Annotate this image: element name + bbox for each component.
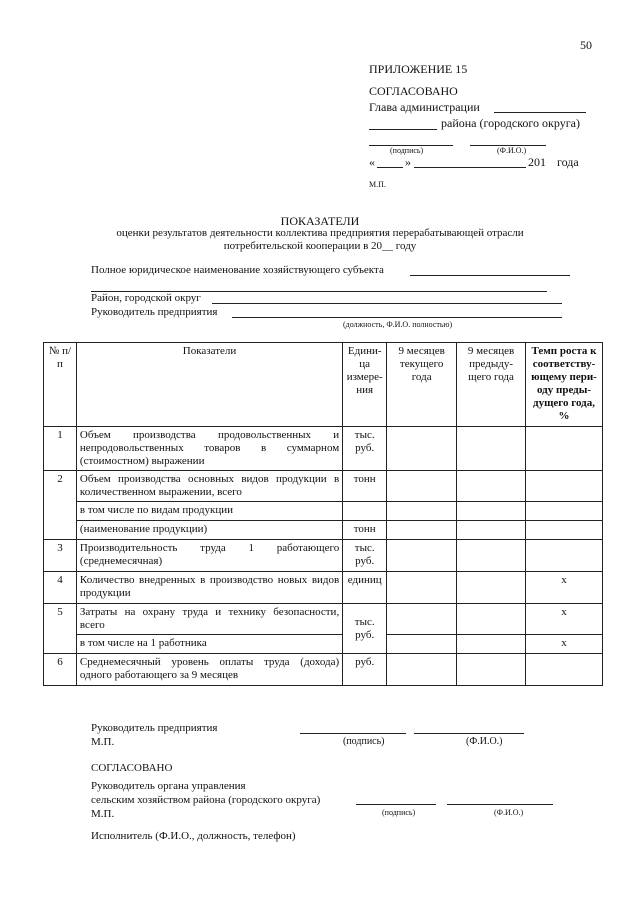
document-subtitle: оценки результатов деятельности коллектива предприятия перерабатывающей отрасли bbox=[116, 227, 524, 239]
row-growth[interactable] bbox=[526, 654, 603, 686]
table-row bbox=[44, 427, 603, 471]
row-current[interactable] bbox=[387, 502, 457, 521]
row-current[interactable] bbox=[387, 654, 457, 686]
table-row bbox=[44, 471, 603, 502]
row-text: в том числе по видам продукции bbox=[76, 502, 342, 521]
footer-fio-line bbox=[414, 733, 524, 734]
row-growth[interactable] bbox=[526, 502, 603, 521]
document-title: ПОКАЗАТЕЛИ bbox=[280, 214, 360, 228]
agri-head-line2: сельским хозяйством района (городского округа) bbox=[91, 794, 321, 806]
agri-sign-line bbox=[356, 804, 436, 805]
row-current[interactable] bbox=[387, 635, 457, 654]
date-month-line bbox=[414, 167, 526, 168]
subtitle-year-suffix: году bbox=[395, 240, 417, 252]
row-growth[interactable]: х bbox=[526, 635, 603, 654]
admin-head-label: Глава администрации bbox=[369, 100, 480, 114]
row-text: Объем производства основных видов продукции в количественном выражении, всего bbox=[76, 471, 342, 502]
row-previous[interactable] bbox=[457, 604, 526, 635]
row-previous[interactable] bbox=[457, 502, 526, 521]
sign-caption: (подпись) bbox=[390, 146, 424, 155]
row-growth[interactable] bbox=[526, 471, 603, 502]
row-growth[interactable]: х bbox=[526, 572, 603, 604]
row-unit: тонн bbox=[343, 471, 387, 502]
table-row bbox=[44, 635, 603, 654]
row-unit: тыс. руб. bbox=[343, 604, 387, 654]
head-field-hint: (должность, Ф.И.О. полностью) bbox=[343, 320, 453, 329]
row-unit bbox=[343, 502, 387, 521]
row-text: Производительность труда 1 работающего (среднемесячная) bbox=[76, 540, 342, 572]
row-unit: тыс. руб. bbox=[343, 427, 387, 471]
entity-name-label: Полное юридическое наименование хозяйствующего субъекта bbox=[91, 264, 384, 276]
table-row bbox=[44, 540, 603, 572]
district-field-line bbox=[212, 303, 562, 304]
date-year-suffix: года bbox=[557, 155, 579, 169]
row-text: (наименование продукции) bbox=[76, 521, 342, 540]
entity-name-line bbox=[410, 275, 570, 276]
row-num: 1 bbox=[44, 427, 77, 471]
date-close-quote: » bbox=[405, 155, 411, 169]
row-current[interactable] bbox=[387, 572, 457, 604]
stamp-label: М.П. bbox=[369, 180, 386, 189]
table-row bbox=[44, 521, 603, 540]
row-num: 5 bbox=[44, 604, 77, 654]
approved-title: СОГЛАСОВАНО bbox=[369, 84, 458, 98]
table-row bbox=[44, 502, 603, 521]
table-row bbox=[44, 604, 603, 635]
agri-fio-caption: (Ф.И.О.) bbox=[494, 808, 524, 817]
document-subtitle-2 bbox=[0, 240, 640, 252]
row-text: Затраты на охрану труда и технику безопасности, всего bbox=[76, 604, 342, 635]
row-current[interactable] bbox=[387, 521, 457, 540]
appendix-label: ПРИЛОЖЕНИЕ 15 bbox=[369, 62, 468, 76]
row-unit: единиц bbox=[343, 572, 387, 604]
date-year: 201 bbox=[528, 155, 546, 169]
row-num: 3 bbox=[44, 540, 77, 572]
row-num: 6 bbox=[44, 654, 77, 686]
footer-head-label: Руководитель предприятия bbox=[91, 722, 218, 734]
subtitle-text: потребительской кооперации в bbox=[223, 240, 369, 252]
agri-sign-caption: (подпись) bbox=[382, 808, 416, 817]
row-growth[interactable]: х bbox=[526, 604, 603, 635]
header-current: 9 месяцев текущего года bbox=[387, 343, 457, 427]
row-previous[interactable] bbox=[457, 540, 526, 572]
head-field-label: Руководитель предприятия bbox=[91, 306, 218, 318]
agri-fio-line bbox=[447, 804, 553, 805]
district-label: района (городского округа) bbox=[441, 116, 580, 130]
district-name-line bbox=[369, 129, 437, 130]
row-growth[interactable] bbox=[526, 427, 603, 471]
row-num: 4 bbox=[44, 572, 77, 604]
table-row bbox=[44, 654, 603, 686]
agri-stamp: М.П. bbox=[91, 808, 115, 820]
subtitle-year: 20__ bbox=[371, 240, 394, 252]
header-num: № п/п bbox=[44, 343, 77, 427]
fio-caption: (Ф.И.О.) bbox=[497, 146, 527, 155]
row-unit: тыс. руб. bbox=[343, 540, 387, 572]
header-unit: Едини-ца измере-ния bbox=[343, 343, 387, 427]
table-row bbox=[44, 572, 603, 604]
row-unit: тонн bbox=[343, 521, 387, 540]
row-current[interactable] bbox=[387, 540, 457, 572]
header-previous: 9 месяцев предыду-щего года bbox=[457, 343, 526, 427]
date-open-quote: « bbox=[369, 155, 375, 169]
row-unit: руб. bbox=[343, 654, 387, 686]
header-indicator: Показатели bbox=[76, 343, 342, 427]
date-day-line bbox=[377, 167, 403, 168]
table-header-row bbox=[44, 343, 603, 427]
row-text: Среднемесячный уровень оплаты труда (дохода) одного работающего за 9 месяцев bbox=[76, 654, 342, 686]
footer-sign-line bbox=[300, 733, 406, 734]
header-growth: Темп роста к соответству-ющему пери-оду преды-дущего года, % bbox=[526, 343, 603, 427]
row-text: в том числе на 1 работника bbox=[76, 635, 342, 654]
row-current[interactable] bbox=[387, 604, 457, 635]
row-previous[interactable] bbox=[457, 427, 526, 471]
row-previous[interactable] bbox=[457, 521, 526, 540]
admin-name-line bbox=[494, 112, 586, 113]
row-text: Количество внедренных в производство новых видов продукции bbox=[76, 572, 342, 604]
row-previous[interactable] bbox=[457, 635, 526, 654]
row-current[interactable] bbox=[387, 427, 457, 471]
row-previous[interactable] bbox=[457, 572, 526, 604]
row-previous[interactable] bbox=[457, 654, 526, 686]
executor-label: Исполнитель (Ф.И.О., должность, телефон) bbox=[91, 830, 296, 842]
row-text: Объем производства продовольственных и непродовольственных товаров в суммарном (стоимостном) выражении bbox=[76, 427, 342, 471]
row-previous[interactable] bbox=[457, 471, 526, 502]
page-number: 50 bbox=[580, 38, 592, 52]
footer-fio-caption: (Ф.И.О.) bbox=[466, 736, 503, 747]
row-growth[interactable] bbox=[526, 521, 603, 540]
district-field-label: Район, городской округ bbox=[91, 292, 201, 304]
agri-head-line1: Руководитель органа управления bbox=[91, 780, 246, 792]
footer-sign-caption: (подпись) bbox=[343, 736, 385, 747]
footer-approved-title: СОГЛАСОВАНО bbox=[91, 762, 173, 774]
indicators-table bbox=[43, 342, 603, 686]
row-growth[interactable] bbox=[526, 540, 603, 572]
footer-stamp: М.П. bbox=[91, 736, 115, 748]
row-num: 2 bbox=[44, 471, 77, 540]
row-current[interactable] bbox=[387, 471, 457, 502]
head-field-line bbox=[232, 317, 562, 318]
